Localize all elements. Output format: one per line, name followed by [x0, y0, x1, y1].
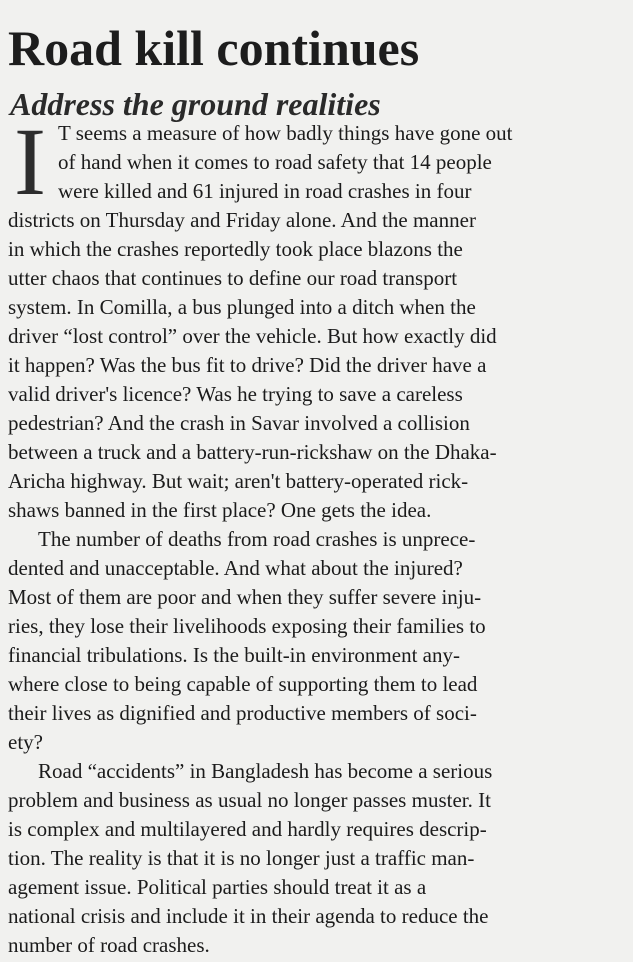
text-line: The number of deaths from road crashes is unprece-	[38, 527, 476, 551]
text-line: where close to being capable of supporting them to lead	[8, 672, 478, 696]
text-line: districts on Thursday and Friday alone. And the manner	[8, 208, 476, 232]
text-line: is complex and multilayered and hardly requires descrip-	[8, 817, 487, 841]
text-line: ety?	[8, 730, 43, 754]
text-line: of hand when it comes to road safety that 14 people	[58, 150, 492, 174]
text-line: national crisis and include it in their agenda to reduce the	[8, 904, 489, 928]
drop-cap: I	[14, 123, 46, 201]
text-line: problem and business as usual no longer passes muster. It	[8, 788, 491, 812]
text-line: shaws banned in the first place? One gets the idea.	[8, 498, 432, 522]
text-line: system. In Comilla, a bus plunged into a ditch when the	[8, 295, 476, 319]
text-line: in which the crashes reportedly took place blazons the	[8, 237, 463, 261]
text-line: it happen? Was the bus fit to drive? Did the driver have a	[8, 353, 487, 377]
text-line: between a truck and a battery-run-rickshaw on the Dhaka-	[8, 440, 497, 464]
paragraph-3	[8, 757, 620, 960]
text-line: financial tribulations. Is the built-in environment any-	[8, 643, 460, 667]
headline: Road kill continues	[8, 20, 420, 76]
text-line: agement issue. Political parties should treat it as a	[8, 875, 427, 899]
text-line: their lives as dignified and productive members of soci-	[8, 701, 477, 725]
text-line: Most of them are poor and when they suffer severe inju-	[8, 585, 482, 609]
text-line: dented and unacceptable. And what about the injured?	[8, 556, 463, 580]
text-line: driver “lost control” over the vehicle. But how exactly did	[8, 324, 497, 348]
text-line: were killed and 61 injured in road crashes in four	[58, 179, 472, 203]
text-line: T seems a measure of how badly things have gone out	[58, 121, 513, 145]
text-line: valid driver's licence? Was he trying to save a careless	[8, 382, 463, 406]
text-line: pedestrian? And the crash in Savar involved a collision	[8, 411, 470, 435]
article-body	[8, 119, 620, 960]
text-line: tion. The reality is that it is no longer just a traffic man-	[8, 846, 475, 870]
paragraph-1	[8, 119, 620, 525]
paragraph-2	[8, 525, 620, 757]
text-line: ries, they lose their livelihoods exposing their families to	[8, 614, 486, 638]
text-line: Road “accidents” in Bangladesh has become a serious	[38, 759, 493, 783]
text-line: number of road crashes.	[8, 933, 210, 957]
subheadline: Address the ground realities	[10, 86, 381, 122]
text-line: Aricha highway. But wait; aren't battery-operated rick-	[8, 469, 469, 493]
text-line: utter chaos that continues to define our road transport	[8, 266, 458, 290]
